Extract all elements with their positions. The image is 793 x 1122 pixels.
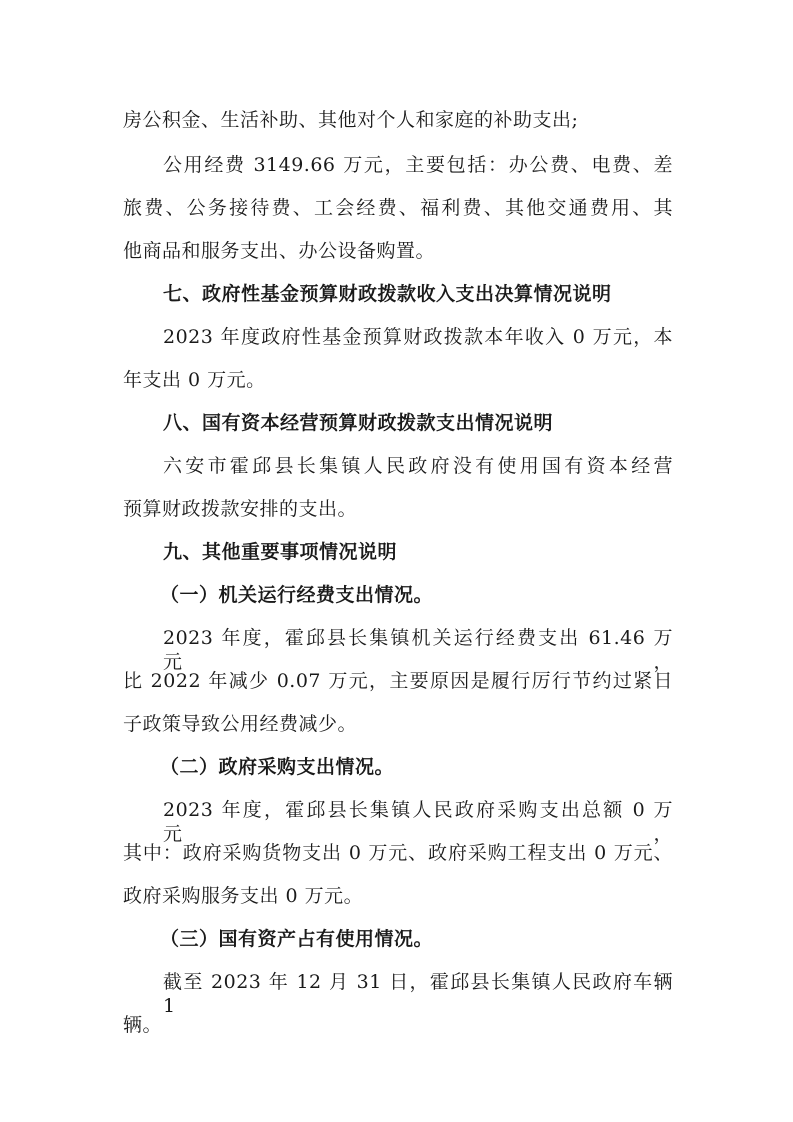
section-heading-7: 七、政府性基金预算财政拨款收入支出决算情况说明: [163, 283, 612, 305]
body-text-line: 政府采购服务支出 0 万元。: [123, 885, 364, 907]
body-text-line: 2023 年度，霍邱县长集镇人民政府采购支出总额 0 万元，: [163, 799, 673, 845]
body-text-line: 公用经费 3149.66 万元，主要包括：办公费、电费、差: [163, 154, 673, 176]
body-text-line: 比 2022 年减少 0.07 万元，主要原因是履行厉行节约过紧日: [123, 670, 673, 692]
section-heading-9: 九、其他重要事项情况说明: [163, 541, 398, 563]
body-text-line: 房公积金、生活补助、其他对个人和家庭的补助支出;: [123, 109, 579, 131]
subsection-heading-2: （二）政府采购支出情况。: [160, 756, 395, 778]
body-text-line: 六安市霍邱县长集镇人民政府没有使用国有资本经营: [163, 455, 673, 477]
section-heading-8: 八、国有资本经营预算财政拨款支出情况说明: [163, 412, 554, 434]
body-text-line: 其中：政府采购货物支出 0 万元、政府采购工程支出 0 万元、: [123, 842, 673, 864]
subsection-heading-3: （三）国有资产占有使用情况。: [160, 928, 434, 950]
body-text-line: 2023 年度，霍邱县长集镇机关运行经费支出 61.46 万元，: [163, 627, 673, 673]
body-text-line: 截至 2023 年 12 月 31 日，霍邱县长集镇人民政府车辆 1: [163, 971, 673, 1017]
body-text-line: 年支出 0 万元。: [123, 369, 266, 391]
body-text-line: 他商品和服务支出、办公设备购置。: [123, 240, 436, 262]
body-text-line: 辆。: [123, 1014, 163, 1036]
body-text-line: 子政策导致公用经费减少。: [123, 713, 358, 735]
body-text-line: 2023 年度政府性基金预算财政拨款本年收入 0 万元，本: [163, 326, 673, 348]
body-text-line: 旅费、公务接待费、工会经费、福利费、其他交通费用、其: [123, 197, 673, 219]
subsection-heading-1: （一）机关运行经费支出情况。: [160, 584, 434, 606]
body-text-line: 预算财政拨款安排的支出。: [123, 498, 358, 520]
